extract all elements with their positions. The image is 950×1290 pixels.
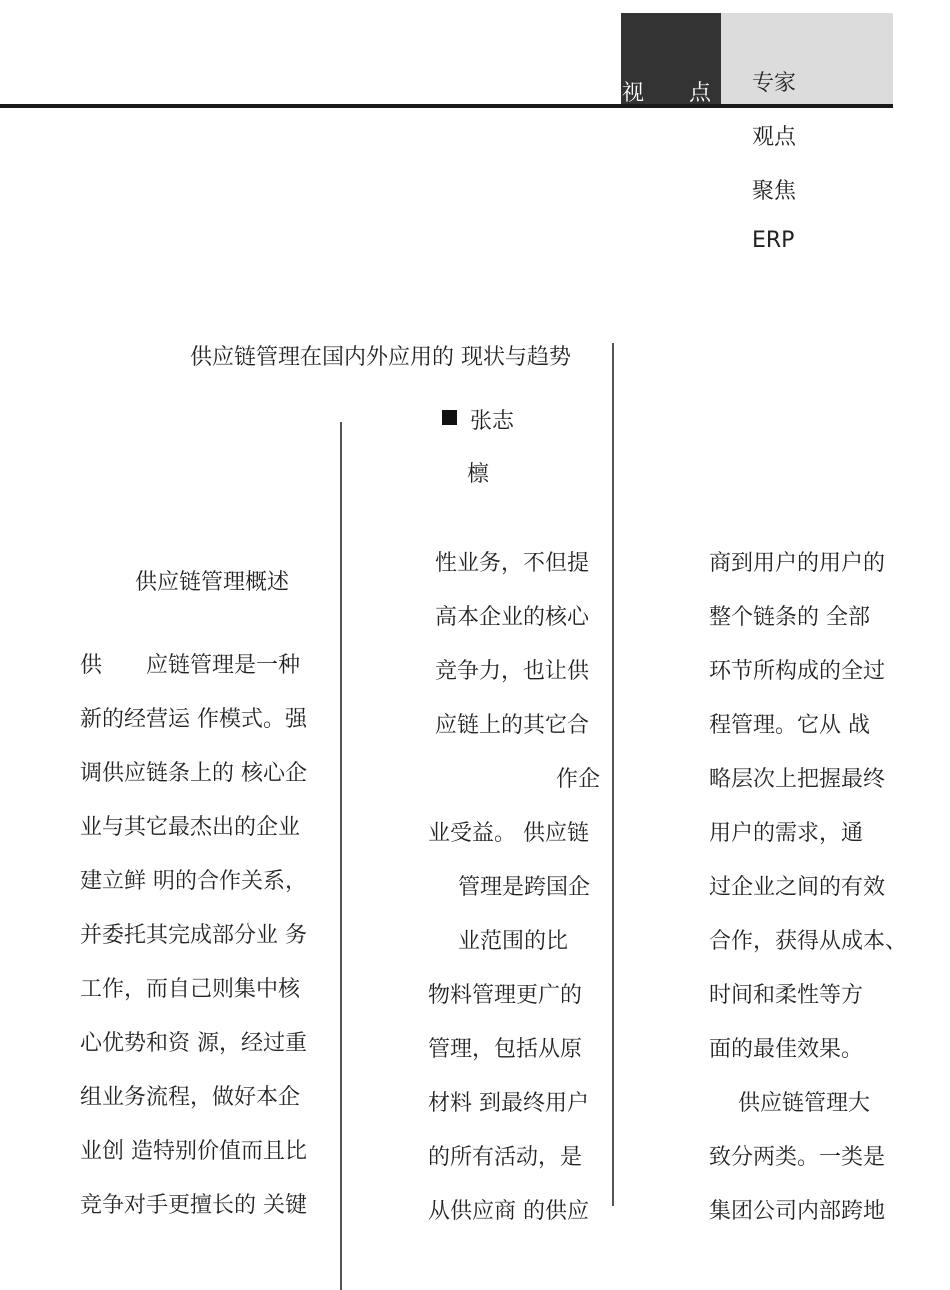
column-2-line: 竞争力，也让供: [435, 659, 590, 684]
column-3-line: 时间和柔性等方: [709, 983, 864, 1008]
author-bullet-icon: [442, 410, 457, 425]
column-2-line: 业范围的比: [458, 929, 569, 954]
column-1-line: 并委托其完成部分业 务: [80, 923, 307, 948]
column-2-line: 管理，包括从原: [428, 1037, 583, 1062]
column-1-line: 心优势和资 源，经过重: [80, 1031, 307, 1056]
column-3-line: 商到用户的用户的: [709, 551, 886, 576]
section-heading: 供应链管理概述: [135, 570, 290, 595]
column-2-line: 性业务，不但提: [435, 551, 590, 576]
column-1-line: 业创 造特别价值而且比: [80, 1139, 307, 1164]
sidebar-item-erp: ERP: [752, 228, 795, 253]
column-1-line: 调供应链条上的 核心企: [80, 761, 307, 786]
column-2-line: 管理是跨国企: [458, 875, 591, 900]
column-3-line: 供应链管理大: [738, 1091, 871, 1116]
column-2-line: 作企: [556, 767, 601, 792]
column-3-line: 集团公司内部跨地: [709, 1199, 886, 1224]
sidebar-item-focus: 聚焦: [752, 179, 797, 204]
column-2-line: 从供应商 的供应: [428, 1199, 589, 1224]
column-2-line: 应链上的其它合: [435, 713, 590, 738]
section-label-char-1: 视: [622, 81, 645, 106]
column-3-line: 程管理。它从 战: [709, 713, 870, 738]
column-2-line: 高本企业的核心: [435, 605, 590, 630]
column-1-line: 工作，而自己则集中核: [80, 977, 301, 1002]
column-1-line: 建立鲜 明的合作关系，: [80, 869, 307, 894]
column-2-line: 物料管理更广的: [428, 983, 583, 1008]
column-3-line: 面的最佳效果。: [709, 1037, 864, 1062]
column-1-line: 竞争对手更擅长的 关键: [80, 1193, 307, 1218]
column-divider-left: [340, 422, 342, 1290]
column-3-line: 略层次上把握最终: [709, 767, 886, 792]
column-3-line: 致分两类。一类是: [709, 1145, 886, 1170]
column-2-line: 材料 到最终用户: [428, 1091, 589, 1116]
column-3-line: 过企业之间的有效: [709, 875, 886, 900]
author-name-line-1: 张志: [470, 409, 515, 434]
column-3-line: 合作，获得从成本、: [709, 929, 908, 954]
column-1-line: 新的经营运 作模式。强: [80, 707, 307, 732]
column-1-line: 业与其它最杰出的企业: [80, 815, 301, 840]
sidebar-item-viewpoint: 观点: [752, 125, 797, 150]
author-name-line-2: 檩: [467, 462, 490, 487]
header-rule: [0, 104, 893, 108]
column-1-line: 供 应链管理是一种: [80, 653, 301, 678]
section-label-char-2: 点: [689, 81, 712, 106]
article-title: 供应链管理在国内外应用的 现状与趋势: [190, 345, 571, 370]
column-2-line: 业受益。 供应链: [428, 821, 589, 846]
column-3-line: 用户的需求，通: [709, 821, 864, 846]
header-grey-block: [721, 13, 893, 106]
sidebar-item-expert: 专家: [752, 71, 797, 96]
column-3-line: 环节所构成的全过: [709, 659, 886, 684]
column-3-line: 整个链条的 全部: [709, 605, 870, 630]
column-divider-right: [612, 343, 614, 1206]
column-1-line: 组业务流程，做好本企: [80, 1085, 301, 1110]
column-2-line: 的所有活动，是: [428, 1145, 583, 1170]
